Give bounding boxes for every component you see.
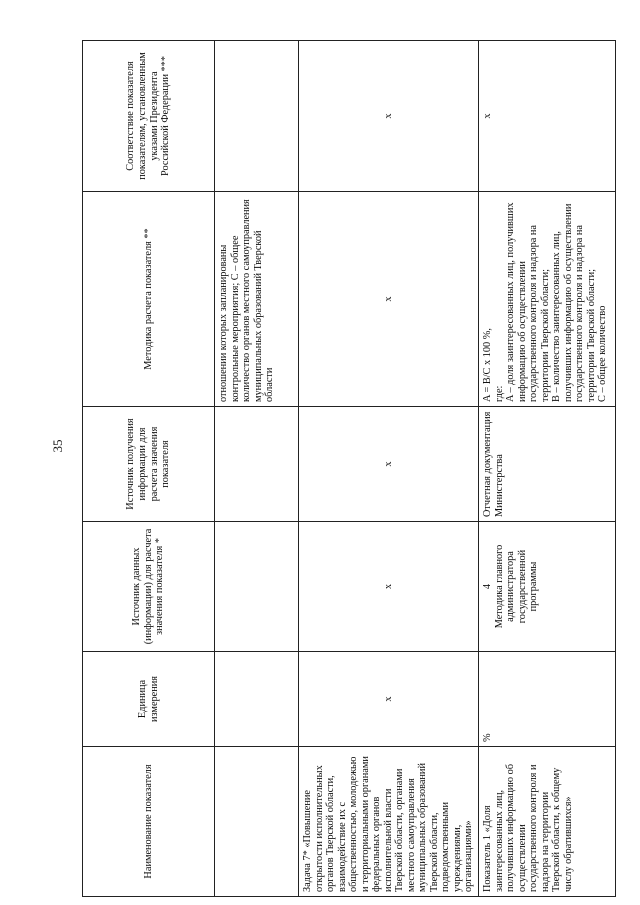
indicator1-method (478, 192, 615, 407)
indicator1-unit: % (478, 652, 615, 747)
page-number: 35 (50, 439, 65, 453)
table-row (478, 41, 615, 897)
method-where: где: (493, 385, 505, 402)
task7-data-source: x (299, 522, 479, 652)
method-b-def: B – количество заинтересованных лиц, получивших информацию об осуществлении государственного контроля и надзора на территории Тверской области; (551, 203, 597, 402)
row1-unit (215, 652, 299, 747)
indicator1-info-source: Отчетная документация Министерства (478, 407, 615, 522)
indicators-table (82, 40, 616, 897)
method-formula: A = B/C x 100 %, (481, 328, 493, 402)
table-row (299, 41, 479, 897)
header-unit: Единица измерения (83, 652, 215, 747)
header-calculation-method: Методика расчета показателя ** (83, 192, 215, 407)
row1-method: отношении которых запланированы контрольные мероприятия; С – общее количество органов местного самоуправления муниципальных образований Тверской области (215, 192, 299, 407)
task7-info-source: x (299, 407, 479, 522)
header-indicator-name: Наименование показателя (83, 747, 215, 897)
header-data-source: Источник данных (информации) для расчета значения показателя * (83, 522, 215, 652)
header-info-source: Источник получения информации для расчета значения показателя (83, 407, 215, 522)
row1-compliance (215, 41, 299, 192)
task7-compliance: x (299, 41, 479, 192)
task7-method: x (299, 192, 479, 407)
indicator1-name: Показатель 1 «Доля заинтересованных лиц, получивших информацию об осуществлении государственного контроля и надзора на территории Тверской области, к общему числу обратившихся» (478, 747, 615, 897)
indicator1-data-source-text: Методика главного администратора государственной программы (493, 544, 540, 629)
row1-name (215, 747, 299, 897)
table-header-row (83, 41, 215, 897)
task7-unit: x (299, 652, 479, 747)
row1-data-source (215, 522, 299, 652)
row1-info-source (215, 407, 299, 522)
indicator1-compliance: x (478, 41, 615, 192)
task7-name: Задача 7* «Повышение открытости исполнительных органов Тверской области, взаимодействие их с общественностью, молодежью и территориальными органами федеральных органов исполнительной власти Тверской области, органами местного самоуправления муниципальных образований Тверской области, подведомственными учреждениями, организациями» (299, 747, 479, 897)
table-row (215, 41, 299, 897)
method-c-def: C – общее количество (597, 305, 609, 402)
indicator1-data-source (478, 522, 615, 652)
indicators-table-container (82, 41, 609, 897)
header-presidential-compliance: Соответствие показателя показателям, установленным указами Президента Российской Федерации *** (83, 41, 215, 192)
method-a-def: A – доля заинтересованных лиц, получивших информацию об осуществлении государственного контроля и надзора на территории Тверской области; (505, 202, 551, 402)
indicator1-data-source-num: 4 (481, 583, 493, 590)
